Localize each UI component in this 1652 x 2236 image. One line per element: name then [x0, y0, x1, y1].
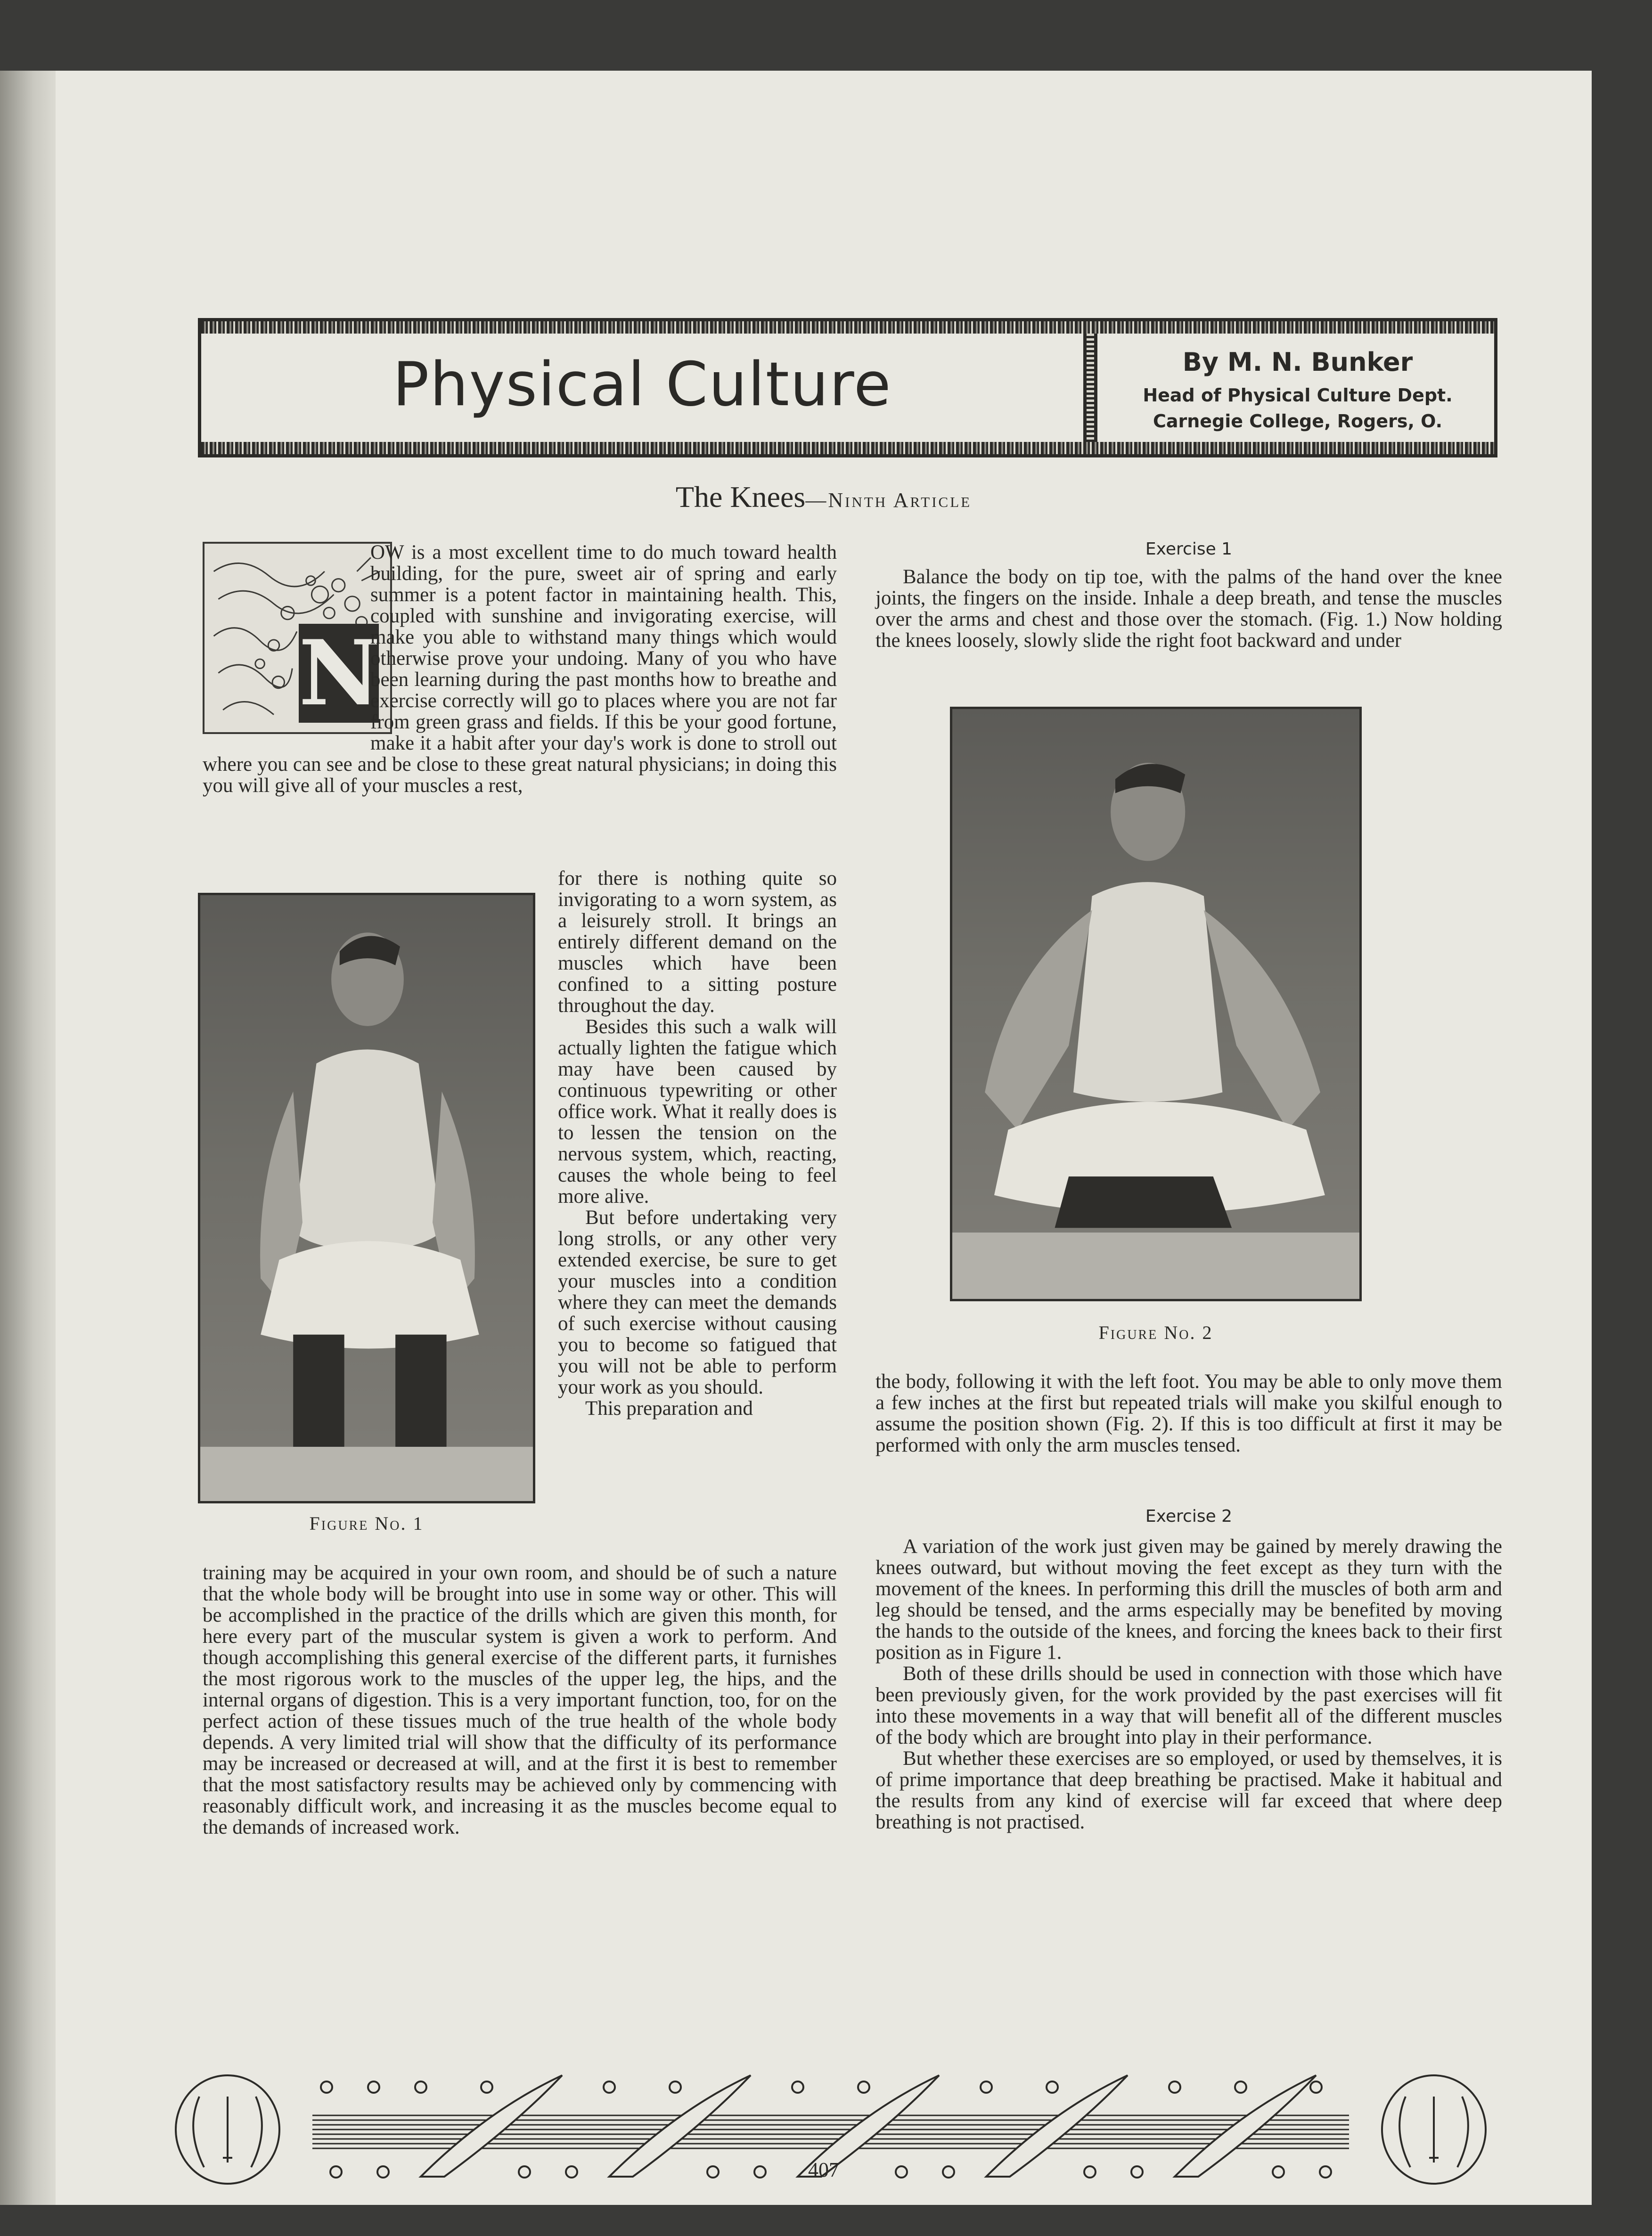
- header-divider: [1083, 334, 1097, 442]
- exercise-1-cont-paragraph: the body, following it with the left foot. You may be able to only move them a few inches at the first but repeated trials will make you skilful enough to assume the position shown (Fig. 2). If this is too difficult at first it may be performed with only the arm muscles tensed.: [875, 1371, 1502, 1456]
- header-stripe-bottom: [201, 442, 1494, 454]
- figure-2-caption: Figure No. 2: [1098, 1322, 1213, 1343]
- closing-text: [203, 1562, 837, 1838]
- binding-edge: [0, 71, 56, 2205]
- exercise-2-text: [875, 1536, 1502, 1833]
- section-title: Physical Culture: [393, 350, 892, 420]
- both-drills-paragraph: Both of these drills should be used in connection with those which have been previously given, for the work provided by the past exercises will fit into these movements in a way that will benefit all of the different muscles of the body which are brought into play in their performance.: [875, 1663, 1502, 1748]
- but-before-paragraph: But before undertaking very long strolls, or any other very extended exercise, be sure to get your muscles into a condition where they can meet the demands of such exercise without causing you to become so fatigued that you will not be able to perform your work as you should.: [558, 1207, 837, 1398]
- exercise-1-paragraph: Balance the body on tip toe, with the palms of the hand over the knee joints, the fingers on the inside. Inhale a deep breath, and tense the muscles over the arms and chest and those over the stomach. (Fig. 1.) Now holding the knees loosely, slowly slide the right foot backward and under: [875, 566, 1502, 652]
- figure-2-photo: [950, 707, 1362, 1301]
- drop-cap-letter-n: N: [299, 620, 381, 726]
- article-subtitle: —Ninth Article: [805, 489, 972, 512]
- exercise-1-continued: [875, 1371, 1502, 1456]
- page-number: 407: [808, 2158, 839, 2181]
- figure-1-photo: [198, 893, 535, 1503]
- exercise-2-heading: Exercise 2: [1145, 1507, 1233, 1526]
- deep-breathing-paragraph: But whether these exercises are so employed, or used by themselves, it is of prime importance that deep breathing be practised. Make it habitual and the results from any kind of exercise will far exceed that where deep breathing is not practised.: [875, 1747, 1502, 1833]
- intro-paragraph-text: OW is a most excellent time to do much toward health building, for the pure, sweet air of spring and early summer is a potent factor in maintaining health. This, coupled with sunshine and invigorating exercise, will make you able to withstand many things which would otherwise prove your undoing. Many of you who have been learning during the past months how to breathe and exercise correctly will go to places where you are not far from green grass and fields. If this be your good fortune, make it a habit after your day's work is done to stroll out where you can see and be close to these great natural physicians; in doing this you will give all of your muscles a rest,: [203, 541, 837, 797]
- exercise-2-paragraph: A variation of the work just given may be gained by merely drawing the knees outward, but without moving the feet except as they turn with the movement of the knees. In performing this drill the muscles of both arm and leg should be tensed, and the arms especially may be benefited by moving the hands to the outside of the knees, and forcing the knees back to their first position as in Figure 1.: [875, 1535, 1502, 1664]
- magazine-page: [56, 71, 1592, 2205]
- exercise-1-text: [875, 566, 1502, 651]
- header-stripe-top: [201, 321, 1494, 334]
- intro-text-block: [203, 542, 837, 796]
- beside-photo-text: [558, 868, 837, 1419]
- article-title: [56, 480, 1592, 514]
- author-institution: Carnegie College, Rogers, O.: [1153, 411, 1443, 432]
- besides-paragraph: Besides this such a walk will actually lighten the fatigue which may have been caused by continuous typewriting or other office work. What it really does is to lessen the tension on the nervous system, which, reacting, causes the whole being to feel more alive.: [558, 1016, 837, 1208]
- header-banner: [198, 318, 1497, 457]
- stroll-paragraph: for there is nothing quite so invigorating to a worn system, as a leisurely stroll. It brings an entirely different demand on the muscles which have been confined to a sitting posture throughout the day.: [558, 867, 837, 1017]
- figure-1-caption: Figure No. 1: [309, 1513, 424, 1534]
- author-byline: By M. N. Bunker: [1182, 347, 1413, 377]
- author-position: Head of Physical Culture Dept.: [1143, 385, 1453, 406]
- exercise-1-heading: Exercise 1: [1145, 539, 1233, 559]
- this-preparation-line: This preparation and: [585, 1397, 753, 1420]
- closing-paragraph: training may be acquired in your own room, and should be of such a nature that the whole body will be brought into use in some way or other. This will be accomplished in the practice of the drills which are given this month, for here every part of the muscular system is given a work to perform. And though accomplishing this general exercise of the different parts, it furnishes the most rigorous work to the muscles of the upper leg, the hips, and the internal organs of digestion. This is a very important function, too, for on the perfect action of these tissues much of the true health of the whole body depends. A very limited trial will show that the difficulty of its performance may be increased or decreased at will, and at the first it is best to remember that the most satisfactory results may be achieved only by commencing with reasonably difficult work, and increasing it as the muscles become equal to the demands of increased work.: [203, 1562, 837, 1838]
- trefoil-row-top: [321, 2081, 1322, 2093]
- figure-1-silhouette: [200, 895, 533, 1501]
- article-title-main: The Knees: [675, 480, 806, 514]
- figure-2-silhouette: [952, 709, 1359, 1299]
- intro-paragraph: [203, 542, 837, 796]
